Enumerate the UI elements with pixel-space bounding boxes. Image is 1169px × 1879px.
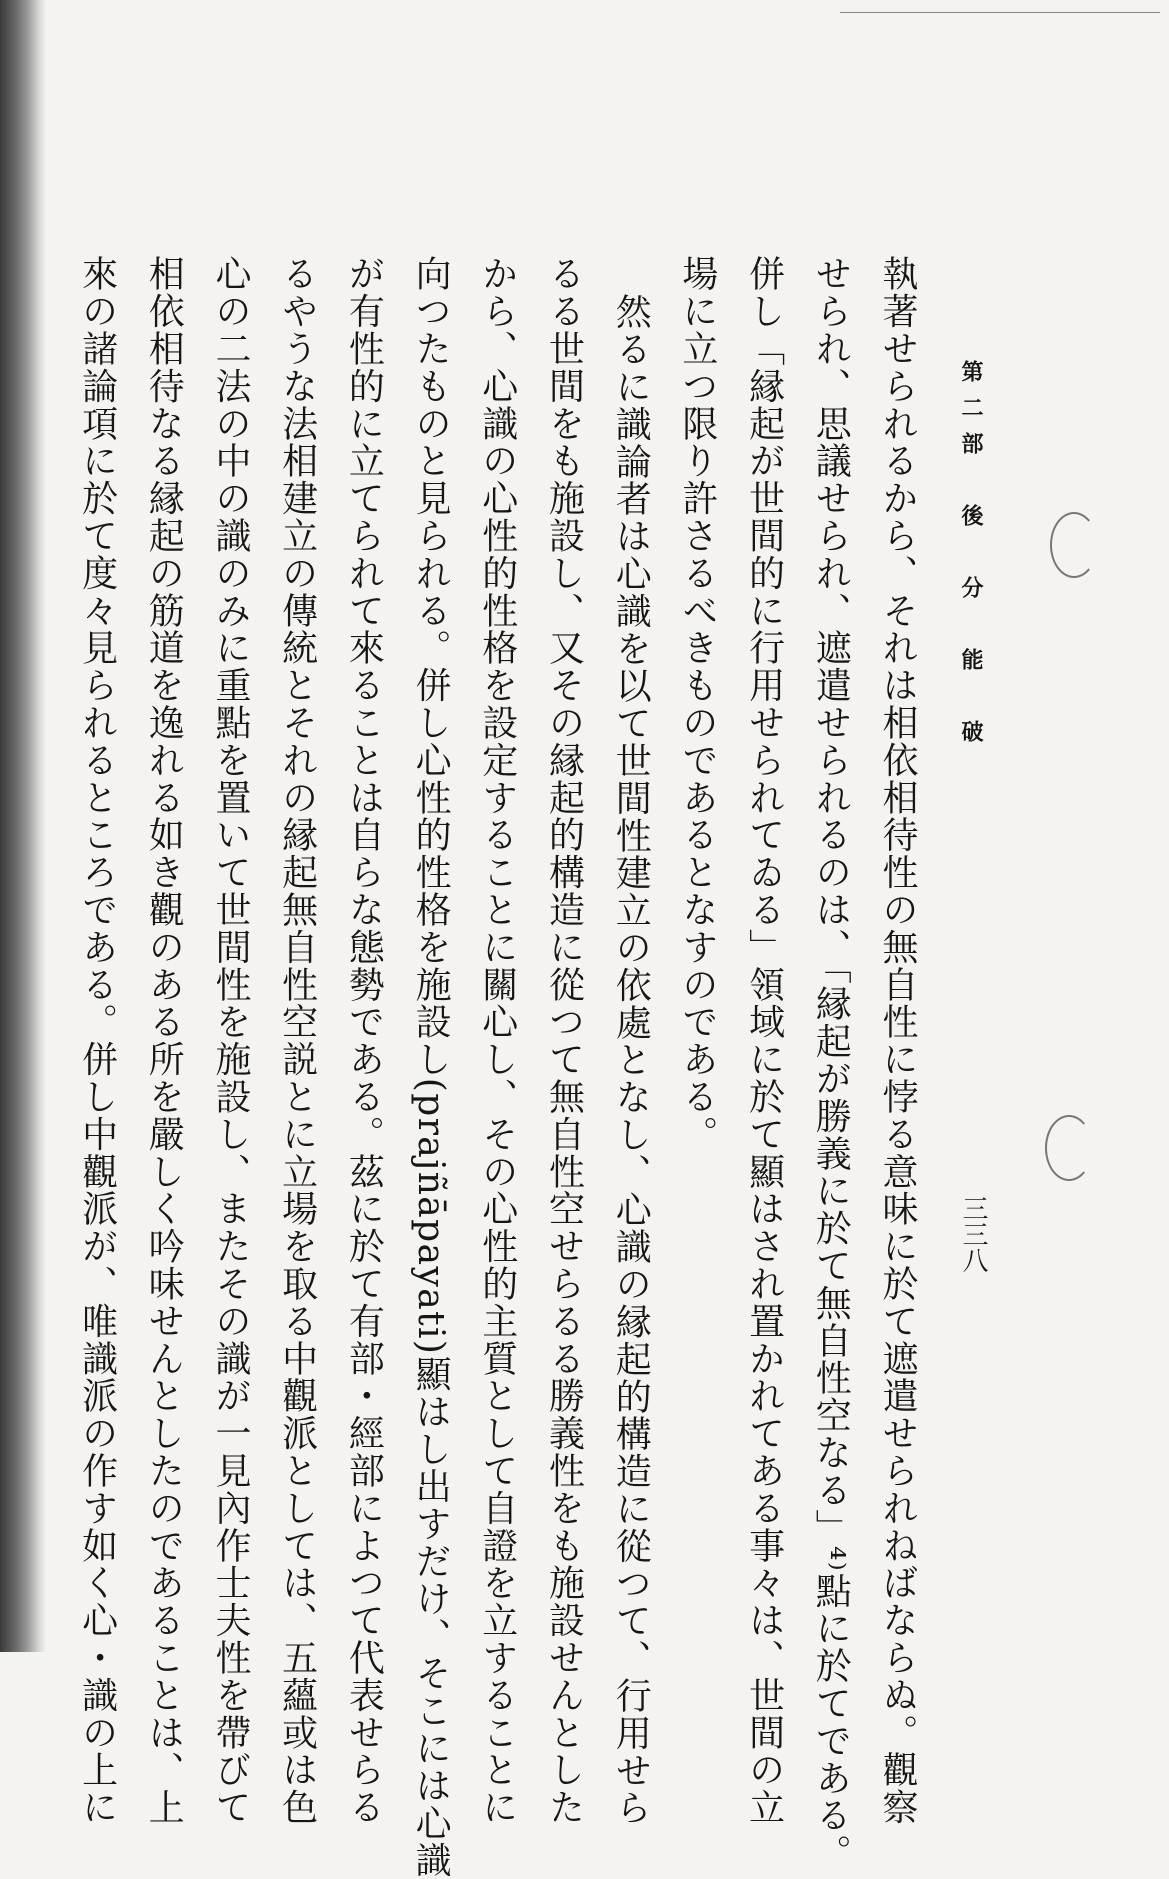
punch-hole-upper (1050, 512, 1098, 578)
text-line: 相依相待なる縁起の筋道を逸れる如き觀のある所を嚴しく吟味せんとしたのであることは、上 (143, 255, 185, 1826)
book-binding-shadow (0, 0, 46, 1652)
page-number: 三三八 (958, 1195, 988, 1273)
text-line: が有性的に立てられて來ることは自らな態勢である。茲に於て有部・經部によつて代表せらる (343, 255, 385, 1826)
text-line: 向つたものと見られる。併し心性的性格を施設し(prajñāpayati)顯はし出すだけ、そこには心識 (410, 255, 452, 1879)
text-line: 來の諸論項に於て度々見られるところである。併し中觀派が、唯識派の作す如く心・識の上に (76, 255, 118, 1826)
text-line: 心の二法の中の識のみに重點を置いて世間性を施設し、またその識が一見內作士夫性を帶びて (209, 255, 251, 1826)
text-line: 執著せられるから、それは相依相待性の無自性に悖る意味に於て遮遣せられねばならぬ。觀察 (877, 255, 918, 1826)
text-line: 然るに識論者は心識を以て世間性建立の依處となし、心識の縁起的構造に從つて、行用せら (610, 293, 652, 1827)
running-head: 第二部 後 分 能 破 (958, 360, 984, 756)
punch-hole-lower (1045, 1115, 1093, 1181)
body-text (76, 255, 930, 1879)
text-line: 場に立つ限り許さるべきものであるとなすのである。 (676, 255, 718, 1153)
text-line: るやうな法相建立の傳統とそれの縁起無自性空説とに立場を取る中觀派としては、五蘊或は色 (276, 255, 318, 1826)
text-line: から、心識の心性的性格を設定することに關心し、その心性的主質として自證を立することに (476, 255, 518, 1826)
text-line: 併し「縁起が世間的に行用せられてゐる」領域に於て顯はされ置かれてある事々は、世間の立 (743, 255, 785, 1826)
top-edge-line (840, 12, 1160, 13)
text-line: るる世間をも施設し、又その縁起的構造に從つて無自性空せらるる勝義性をも施設せんとした (543, 255, 585, 1826)
text-line: せられ、思議せられ、遮遣せられるのは、「縁起が勝義に於て無自性空なる」⁴⁾點に於てである。 (810, 255, 852, 1872)
